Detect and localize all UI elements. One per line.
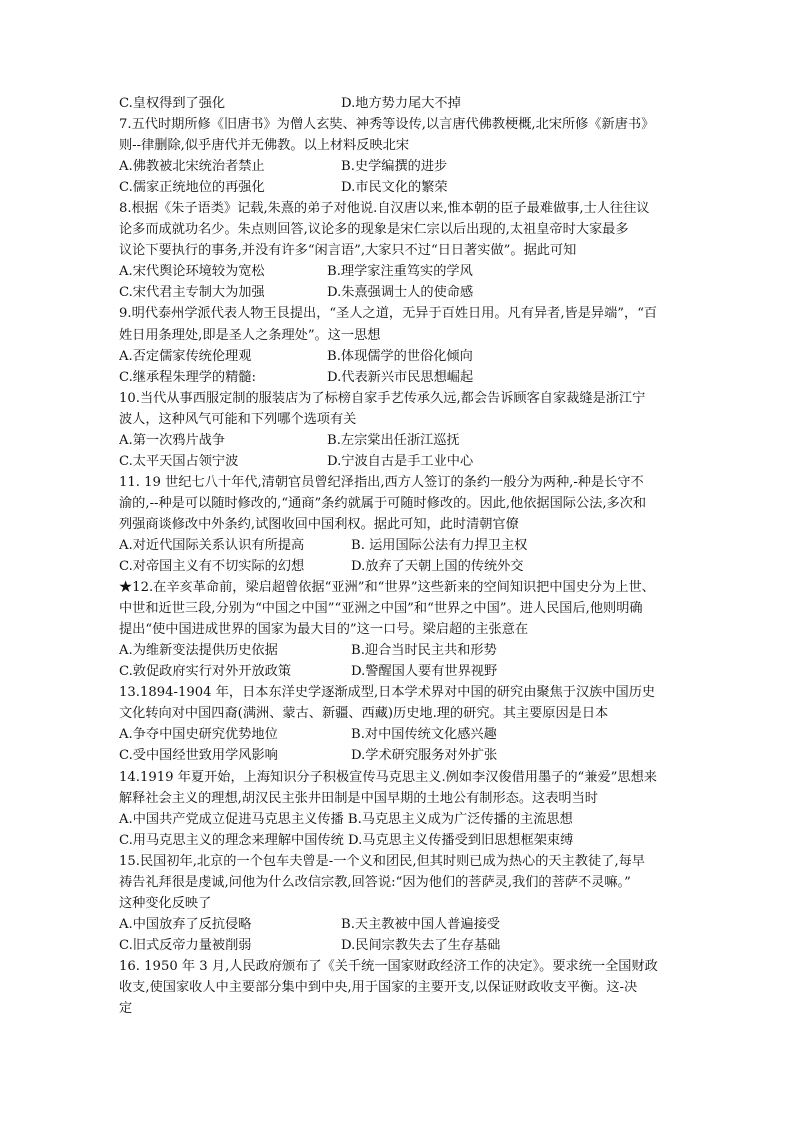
q12-option-b[interactable]: B.迎合当时民主共和形势 [351,643,497,659]
q12-options-ab [119,640,679,661]
q15-option-a[interactable]: A.中国放弃了反抗侵略 [119,916,252,932]
q8-option-d[interactable]: D.朱熹强调士人的使命感 [327,285,474,301]
q6-options-cd [119,93,679,114]
q9-stem-line: 姓日用条理处,即是圣人之条理处”。这一思想 [119,327,381,343]
q16-stem-line: 16. 1950 年 3 月,人民政府颁布了《关千统一国家财政经济工作的决定》。要求统一全国财政 [119,958,658,974]
q8-stem-line: 8.根据《朱子语类》记载,朱熹的弟子对他说.自汉唐以来,惟本朝的臣子最难做事,士人往往议 [119,201,650,217]
q12-options-cd [119,661,679,682]
q10-stem-line: 波人，这种风气可能和下列哪个选项有关 [119,411,357,427]
q9-stem-line: 9.明代泰州学派代表人物王艮提出，“圣人之道，无异于百姓日用。凡有异者,皆是异端”，“百 [119,306,658,322]
q10-option-d[interactable]: D.宁波自古是手工业中心 [327,453,474,469]
exam-content [119,93,679,1019]
q14-option-d[interactable]: D.马克思主义传播受到旧思想框架束缚 [348,832,574,848]
q15-options-cd [119,935,679,956]
q8-options-ab [119,261,679,282]
q6-option-c[interactable]: C.皇权得到了强化 [119,96,226,111]
q10-stem-line: 10.当代从事西服定制的服装店为了标榜自家手艺传承久远,都会告诉顾客自家裁缝是浙江宁 [119,390,646,406]
q8-option-b[interactable]: B.理学家注重笃实的学风 [327,264,473,280]
q12-option-d[interactable]: D.警醒国人要有世界视野 [351,664,498,680]
q7-option-b[interactable]: B.史学编撰的进步 [341,159,448,175]
q9-option-d[interactable]: D.代表新兴市民思想崛起 [327,369,474,385]
q14-options-cd [119,830,679,851]
q14-stem-line: 14.1919 年夏开始，上海知识分子积极宣传马克思主义.例如李汉俊借用墨子的“兼爱”思想来 [119,769,657,785]
q8-stem-line: 论多而成就功名少。朱点则回答,议论多的现象是宋仁宗以后出现的,太祖皇帝时大家最多 [119,222,629,238]
q12-option-a[interactable]: A.为维新变法提供历史依据 [119,643,278,659]
q11-option-c[interactable]: C.对帝国主义有不切实际的幻想 [119,559,305,575]
q15-option-d[interactable]: D.民间宗教失去了生存基础 [341,937,501,953]
q14-option-b[interactable]: B.马克思主义成为广泛传播的主流思想 [347,811,573,827]
q11-option-b[interactable]: B. 运用国际公法有力捍卫主权 [351,537,528,553]
q12-stem-line: 中世和近世三段,分别为“中国之中国”“亚洲之中国”和“世界之中国”。进人民国后,他则明确 [119,601,643,617]
q7-options-cd [119,177,679,198]
q13-option-c[interactable]: C.受中国经世致用学风影响 [119,748,278,764]
q7-option-c[interactable]: C.儒家正统地位的再强化 [119,180,265,196]
q10-option-c[interactable]: C.太平天国占领宁波 [119,453,239,469]
q9-options-ab [119,346,679,367]
q11-option-d[interactable]: D.放弃了天朝上国的传统外交 [351,559,524,575]
q12-stem-line: ★12.在辛亥革命前，梁启超曾依据“亚洲”和“世界”这些新来的空间知识把中国史分为上世、 [119,580,655,596]
q9-options-cd [119,367,679,388]
q14-option-c[interactable]: C.用马克思主义的理念来理解中国传统 [119,832,344,848]
q15-options-ab [119,914,679,935]
q13-stem-line: 文化转向对中国四裔(满洲、蒙古、新疆、西藏)历史地.理的研究。其主要原因是日本 [119,706,609,722]
q16-stem-line: 收支,使国家收人中主要部分集中到中央,用于国家的主要开支,以保证财政收支平衡。这-决 [119,979,638,995]
q10-options-cd [119,451,679,472]
q10-option-b[interactable]: B.左宗棠出任浙江巡抚 [327,432,460,448]
q9-option-c[interactable]: C.继承程朱理学的精髓: [119,369,256,385]
q11-stem-line: 11. 19 世纪七八十年代,清朝官员曾纪泽指出,西方人签订的条约一般分为两种,-种是长守不 [119,474,644,490]
q14-option-a[interactable]: A.中国共产党成立促进马克思主义传播 [119,811,344,827]
q7-option-a[interactable]: A.佛教被北宋统治者禁止 [119,159,265,175]
q7-stem-line: 7.五代时期所修《旧唐书》为僧人玄奘、神秀等设传,以言唐代佛教梗概,北宋所修《新唐书》 [119,117,655,133]
q9-option-b[interactable]: B.体现儒学的世俗化倾向 [327,348,473,364]
q13-options-ab [119,724,679,745]
q13-stem-line: 13.1894-1904 年，日本东洋史学逐渐成型,日本学术界对中国的研究由聚焦于汉族中国历史 [119,685,656,701]
q13-option-a[interactable]: A.争夺中国史研究优势地位 [119,727,278,743]
q8-stem-line: 议论下要执行的事务,并没有许多“闲言语”,大家只不过“日日著实做”。据此可知 [119,243,577,259]
q10-options-ab [119,430,679,451]
q13-option-d[interactable]: D.学术研究服务对外扩张 [351,748,498,764]
q13-options-cd [119,745,679,766]
q7-stem-line: 则--律删除,似乎唐代并无佛教。以上材料反映北宋 [119,138,410,154]
q15-stem-line: 这种变化反映了 [119,895,212,911]
q11-stem-line: 渝的,--种是可以随时修改的,“通商”条约就属于可随时修改的。因此,他依据国际公法,多次和 [119,495,647,511]
q15-option-b[interactable]: B.天主教被中国人普遍接受 [341,916,500,932]
q8-option-a[interactable]: A.宋代舆论环境较为宽松 [119,264,265,280]
q11-option-a[interactable]: A.对近代国际关系认识有所提高 [119,537,305,553]
q8-option-c[interactable]: C.宋代君主专制大为加强 [119,285,265,301]
q11-options-ab [119,535,679,556]
q11-options-cd [119,556,679,577]
q11-stem-line: 列强商谈修改中外条约,试图收回中国利权。据此可知，此时清朝官僚 [119,516,519,532]
q9-option-a[interactable]: A.否定儒家传统伦理观 [119,348,252,364]
q15-option-c[interactable]: C.旧式反帝力量被削弱 [119,937,252,953]
q7-option-d[interactable]: D.市民文化的繁荣 [341,180,448,196]
q8-options-cd [119,282,679,303]
q15-stem-line: 祷告礼拜很是虔诚,问他为什么改信宗教,回答说:“因为他们的菩萨灵,我们的菩萨不灵嘛。” [119,874,631,890]
q6-option-d[interactable]: D.地方势力尾大不掉 [341,96,461,111]
q13-option-b[interactable]: B.对中国传统文化感兴趣 [351,727,497,743]
q14-options-ab [119,809,679,830]
q10-option-a[interactable]: A.第一次鸦片战争 [119,432,226,448]
q12-option-c[interactable]: C.敦促政府实行对外开放政策 [119,664,292,680]
q12-stem-line: 提出“使中国进成世界的国家为最大目的”这一口号。梁启超的主张意在 [119,622,529,638]
q14-stem-line: 解释社会主义的理想,胡汉民主张井田制是中国早期的土地公有制形态。这表明当时 [119,790,598,806]
q15-stem-line: 15.民国初年,北京的一个包车夫曾是-一个义和团民,但其时则已成为热心的天主教徒了,每早 [119,853,645,869]
q16-stem-line: 定 [119,1001,133,1017]
q7-options-ab [119,156,679,177]
